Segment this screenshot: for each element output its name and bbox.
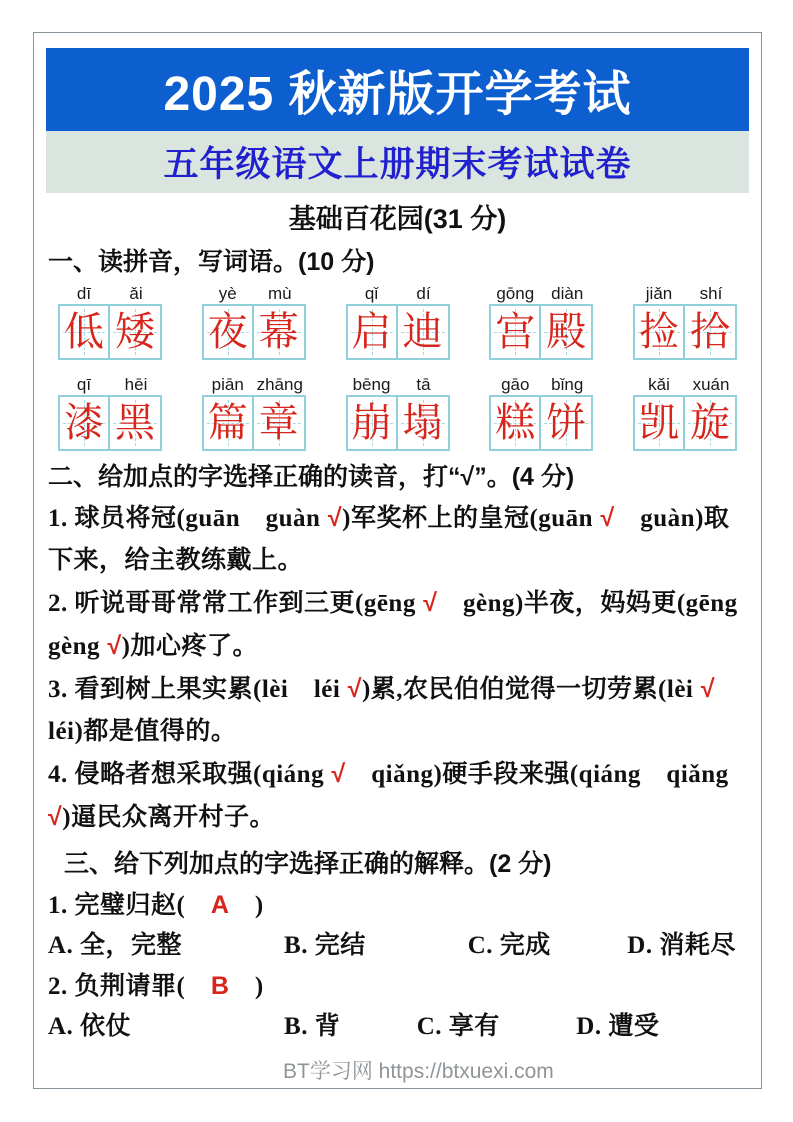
hanzi-cell: [254, 304, 306, 360]
answer-check-mark: √: [48, 803, 63, 831]
question3-item-1: [48, 885, 747, 926]
writing-grid: [346, 395, 450, 451]
title-banner: [46, 48, 749, 131]
pinyin-label: ǎi: [129, 284, 143, 303]
pinyin-word-row-2: [48, 374, 747, 451]
text-segment: ): [229, 973, 264, 1000]
writing-grid: [58, 395, 162, 451]
text-segment: )逼民众离开村子。: [62, 804, 276, 831]
text-segment: )累,农民伯伯觉得一切劳累(lèi: [361, 676, 694, 703]
answer-check-mark: B: [210, 972, 230, 1000]
pinyin-label: hēi: [124, 375, 148, 394]
hanzi-char: 章: [258, 400, 299, 445]
word-group: [202, 283, 306, 360]
hanzi-cell: [541, 395, 593, 451]
pinyin-labels: [489, 374, 593, 395]
hanzi-char: 幕: [258, 309, 299, 354]
pinyin-label: mù: [267, 284, 292, 303]
pinyin-label: kǎi: [648, 375, 670, 394]
word-group: [58, 283, 162, 360]
question2-item-4: [48, 753, 747, 839]
hanzi-cell: [110, 395, 162, 451]
word-group: [346, 283, 450, 360]
pinyin-labels: [346, 283, 450, 304]
hanzi-cell: [398, 304, 450, 360]
question3-item-2-options: A. 依仗 B. 背 C. 享有 D. 遭受: [48, 1013, 660, 1040]
writing-grid: [202, 304, 306, 360]
hanzi-cell: [346, 395, 398, 451]
pinyin-label: bēng: [352, 375, 391, 394]
watermark-site-link: BT学习网 https://btxuexi.com: [283, 1060, 554, 1083]
question1-heading: 一、读拼音，写词语。(10 分): [48, 248, 375, 276]
hanzi-cell: [489, 395, 541, 451]
writing-grid: [489, 304, 593, 360]
word-group: [633, 374, 737, 451]
answer-check-mark: √: [320, 504, 343, 532]
hanzi-char: 崩: [351, 400, 392, 445]
answer-check-mark: √: [324, 760, 346, 788]
hanzi-cell: [202, 395, 254, 451]
pinyin-label: diàn: [551, 284, 584, 303]
writing-grid: [633, 395, 737, 451]
pinyin-word-row-1: [48, 283, 747, 360]
hanzi-char: 拾: [690, 309, 730, 354]
word-group: [633, 283, 737, 360]
pinyin-label: qǐ: [364, 284, 379, 303]
question3-item-2: [48, 966, 747, 1007]
pinyin-label: shí: [699, 284, 723, 303]
pinyin-label: dī: [76, 284, 92, 303]
hanzi-cell: [489, 304, 541, 360]
question2-item-1: [48, 497, 747, 582]
pinyin-labels: [202, 374, 306, 395]
question3-item-1-options: A. 全，完整 B. 完结 C. 完成 D. 消耗尽: [48, 932, 736, 959]
answer-check-mark: √: [415, 589, 438, 617]
word-group: [489, 283, 593, 360]
text-segment: 4. 侵略者想采取强(qiáng: [48, 761, 325, 788]
pinyin-labels: [58, 283, 162, 304]
hanzi-cell: [685, 395, 737, 451]
pinyin-labels: [58, 374, 162, 395]
pinyin-label: gōng: [496, 284, 535, 303]
writing-grid: [202, 395, 306, 451]
text-segment: )加心疼了。: [121, 633, 258, 660]
exam-title: 2025 秋新版开学考试: [163, 68, 632, 121]
text-segment: 1. 球员将冠(guān guàn: [48, 505, 321, 532]
pinyin-label: qī: [76, 375, 92, 394]
hanzi-char: 殿: [546, 309, 587, 354]
question2-block: [48, 457, 747, 839]
hanzi-char: 捡: [639, 309, 679, 354]
hanzi-char: 糕: [495, 400, 536, 445]
pinyin-label: gāo: [501, 375, 530, 394]
hanzi-char: 迪: [402, 309, 443, 354]
answer-check-mark: √: [693, 675, 716, 703]
exam-content: [34, 243, 761, 1047]
answer-check-mark: A: [210, 891, 230, 919]
pinyin-label: jiǎn: [645, 284, 673, 303]
writing-grid: [58, 304, 162, 360]
question3-block: [48, 843, 747, 1047]
writing-grid: [346, 304, 450, 360]
pinyin-labels: [633, 374, 737, 395]
hanzi-cell: [633, 304, 685, 360]
hanzi-char: 黑: [115, 400, 155, 445]
hanzi-char: 漆: [64, 400, 104, 445]
pinyin-label: yè: [218, 284, 237, 303]
hanzi-char: 矮: [115, 309, 155, 354]
text-segment: 2. 听说哥哥常常工作到三更(gēng: [48, 590, 416, 617]
answer-check-mark: √: [340, 675, 362, 703]
writing-grid: [489, 395, 593, 451]
question2-item-3: [48, 668, 747, 753]
exam-page: [33, 32, 762, 1089]
text-segment: )军奖杯上的皇冠(guān: [342, 505, 594, 532]
word-group: [489, 374, 593, 451]
hanzi-cell: [202, 304, 254, 360]
hanzi-cell: [110, 304, 162, 360]
hanzi-cell: [633, 395, 685, 451]
pinyin-labels: [346, 374, 450, 395]
hanzi-cell: [398, 395, 450, 451]
text-segment: ): [229, 892, 264, 919]
text-segment: qiǎng)硬手段来强(qiáng qiǎng: [345, 761, 729, 788]
word-group: [346, 374, 450, 451]
hanzi-cell: [346, 304, 398, 360]
pinyin-labels: [633, 283, 737, 304]
pinyin-label: bǐng: [551, 375, 584, 394]
text-segment: gèng)半夜，妈妈更(gēng gèng: [48, 590, 738, 660]
question2-heading: 二、给加点的字选择正确的读音，打“√”。(4 分): [48, 463, 575, 491]
hanzi-char: 饼: [546, 400, 587, 445]
hanzi-char: 塌: [402, 400, 443, 445]
pinyin-label: zhāng: [256, 375, 303, 394]
hanzi-char: 凯: [639, 400, 679, 445]
pinyin-labels: [489, 283, 593, 304]
hanzi-cell: [58, 395, 110, 451]
hanzi-char: 启: [351, 309, 392, 354]
hanzi-char: 宫: [495, 309, 536, 354]
text-segment: 3. 看到树上果实累(lèi léi: [48, 676, 341, 703]
word-group: [58, 374, 162, 451]
pinyin-label: piān: [211, 375, 244, 394]
exam-subtitle: 五年级语文上册期末考试试卷: [163, 145, 632, 184]
hanzi-char: 夜: [207, 309, 248, 354]
section-header: 基础百花园(31 分): [288, 204, 507, 234]
hanzi-cell: [685, 304, 737, 360]
pinyin-label: xuán: [692, 375, 730, 394]
hanzi-cell: [541, 304, 593, 360]
subtitle-band: [46, 131, 749, 193]
hanzi-cell: [254, 395, 306, 451]
pinyin-labels: [202, 283, 306, 304]
text-segment: guàn)取下来，给主教练戴上。: [48, 505, 730, 574]
word-group: [202, 374, 306, 451]
answer-check-mark: √: [593, 504, 615, 532]
hanzi-cell: [58, 304, 110, 360]
hanzi-char: 旋: [690, 400, 730, 445]
hanzi-char: 篇: [207, 400, 248, 445]
pinyin-label: dí: [416, 284, 431, 303]
text-segment: 2. 负荆请罪(: [48, 973, 211, 1000]
question3-heading: 三、给下列加点的字选择正确的解释。(2 分): [64, 850, 552, 878]
answer-check-mark: √: [100, 632, 122, 660]
text-segment: 1. 完璧归赵(: [48, 892, 211, 919]
question2-item-2: [48, 582, 747, 668]
text-segment: léi)都是值得的。: [48, 676, 741, 745]
pinyin-label: tā: [416, 375, 431, 394]
hanzi-char: 低: [64, 309, 104, 354]
writing-grid: [633, 304, 737, 360]
